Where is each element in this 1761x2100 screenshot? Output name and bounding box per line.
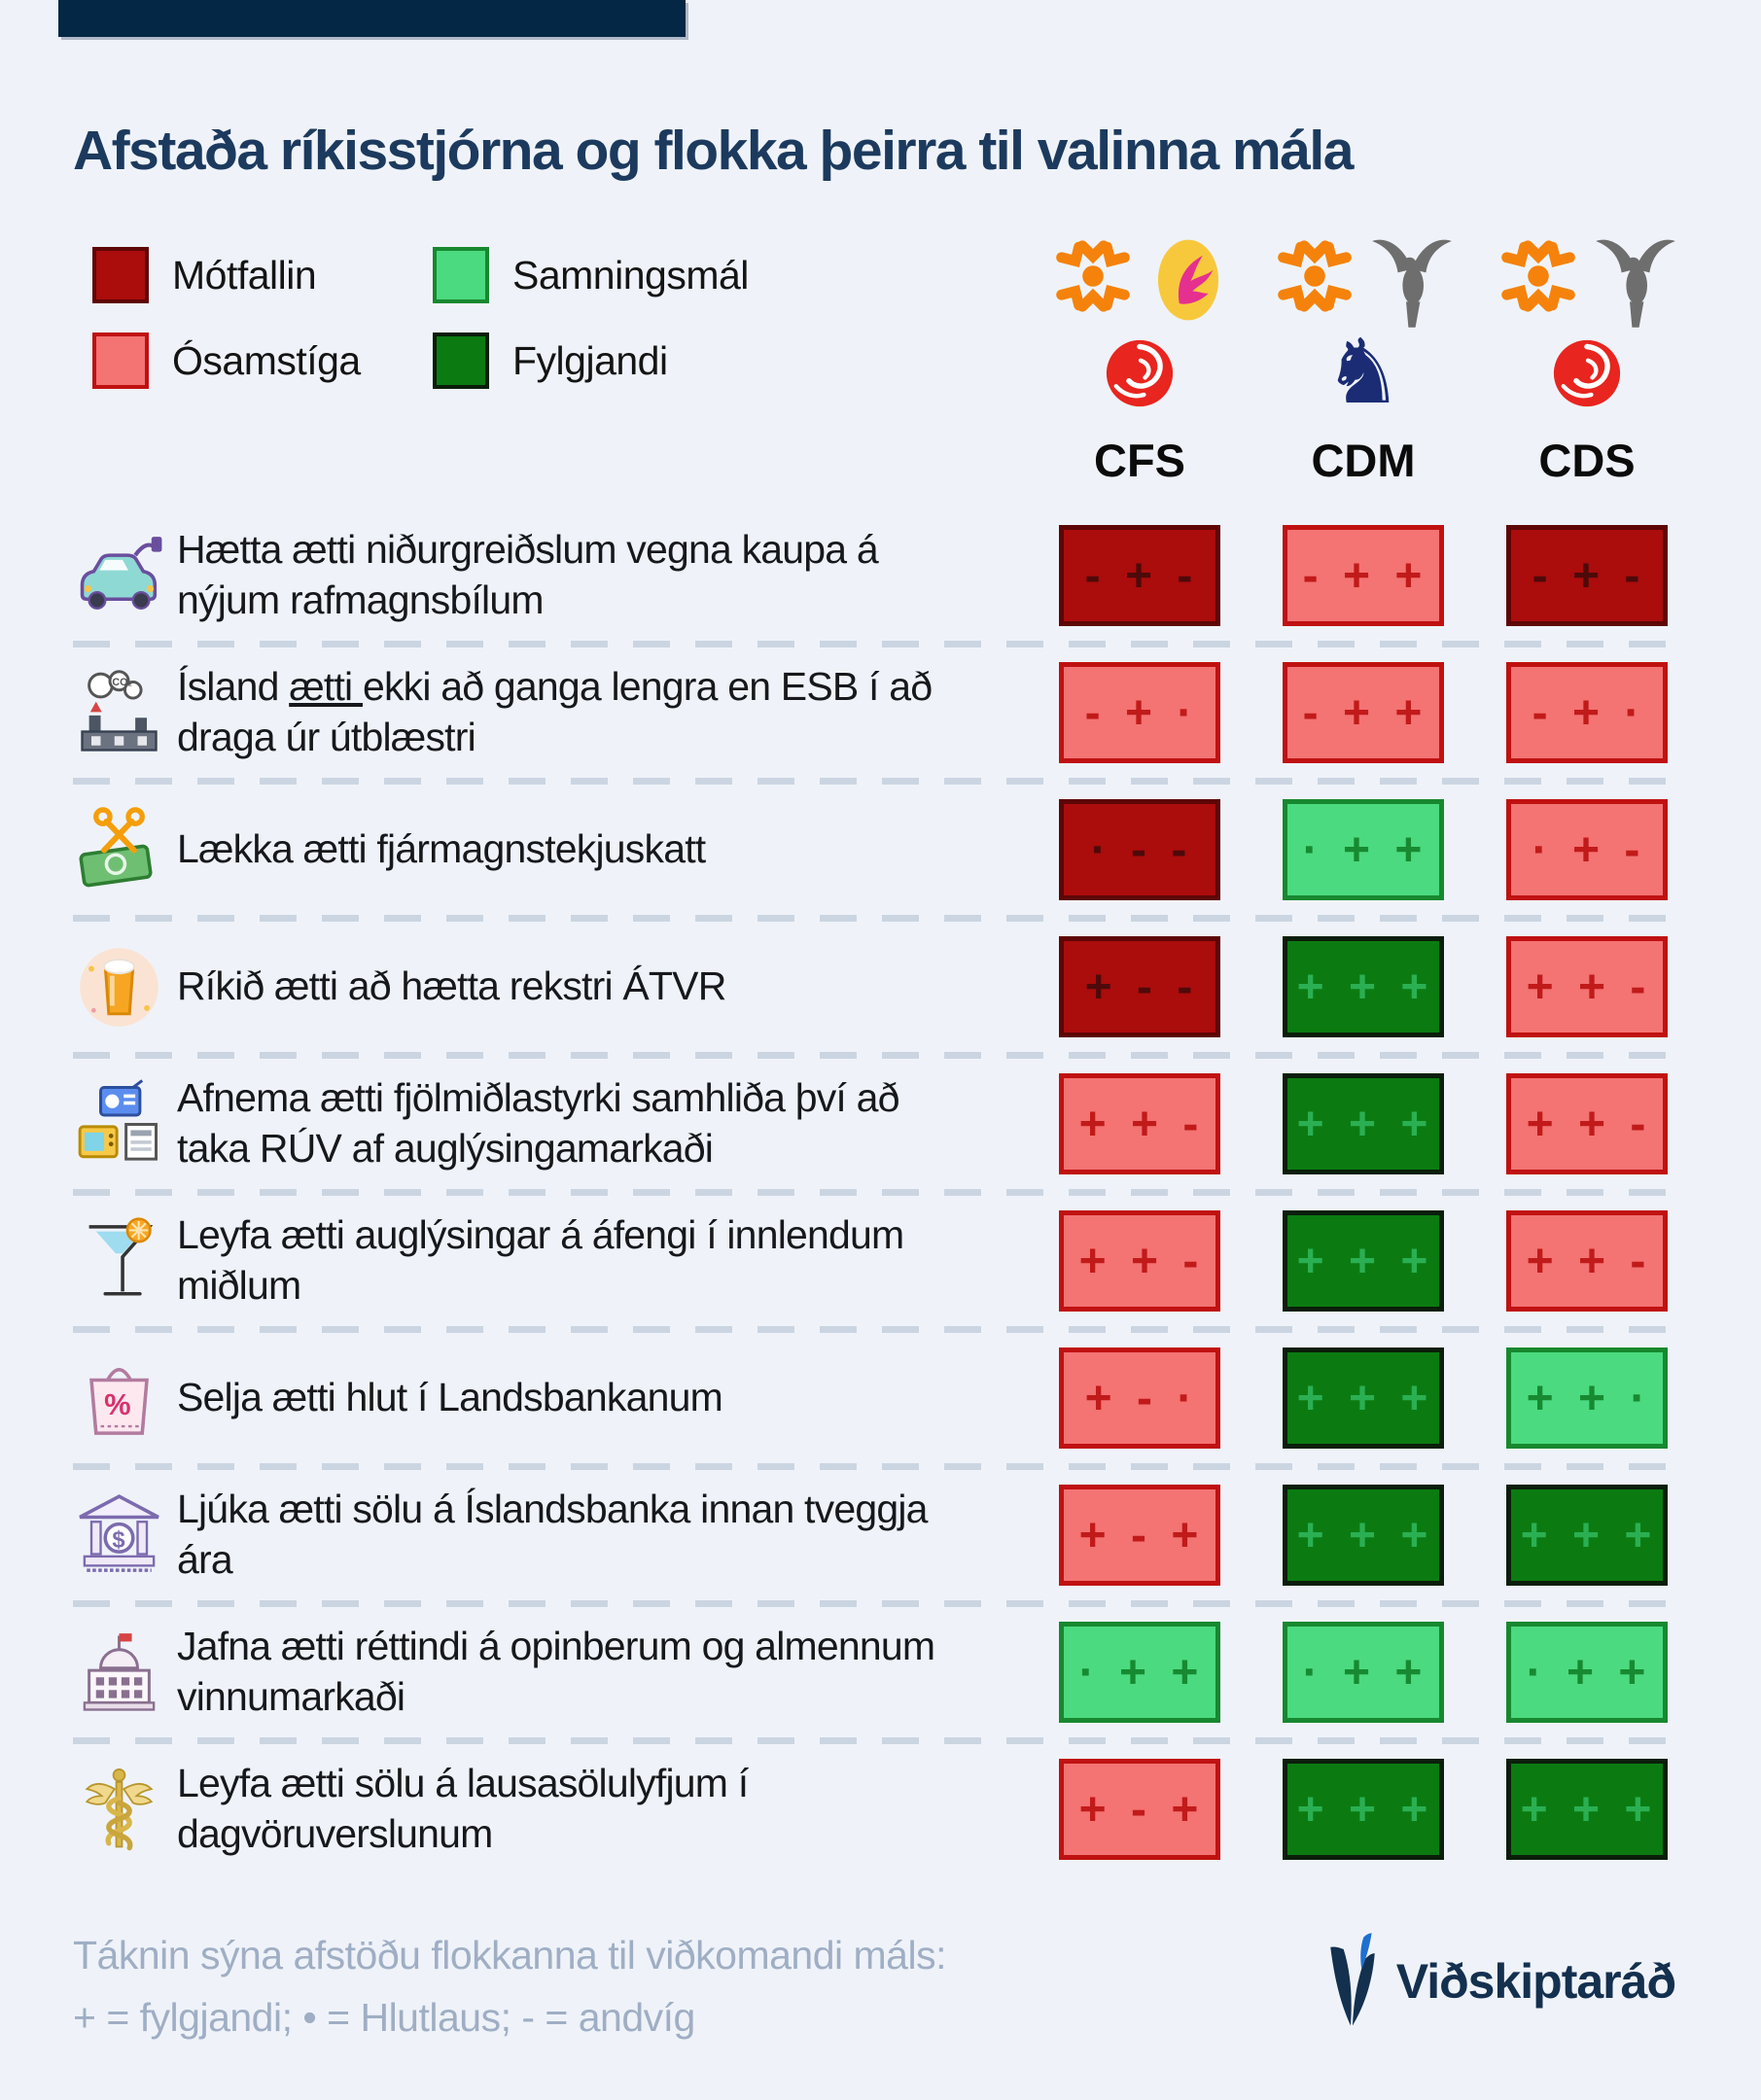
bank-building-icon bbox=[73, 1489, 165, 1582]
row-separator bbox=[73, 1326, 1688, 1333]
stance-cell-cds: + + + bbox=[1506, 1485, 1668, 1586]
stance-cell-cds: + + - bbox=[1506, 936, 1668, 1037]
issue-text: Lækka ætti fjármagnstekjuskatt bbox=[177, 826, 706, 872]
stance-cell-cdm: + + + bbox=[1283, 1073, 1444, 1174]
stance-cell-cds: - + - bbox=[1506, 525, 1668, 626]
legend-label: Samningsmál bbox=[512, 252, 749, 298]
snowflake-icon bbox=[1268, 229, 1361, 323]
stance-cell-cfs: · + + bbox=[1059, 1622, 1220, 1723]
column-header-cdm bbox=[1283, 229, 1444, 487]
factory-emissions-icon bbox=[73, 667, 165, 759]
horse-icon: ♞ bbox=[1322, 320, 1404, 424]
legend-swatch-osamstiga bbox=[92, 332, 149, 389]
snowflake-icon bbox=[1046, 229, 1140, 323]
issue-text: Selja ætti hlut í Landsbankanum bbox=[177, 1375, 722, 1420]
legend-item-samningsmal bbox=[433, 247, 997, 303]
stance-cell-cdm: + + + bbox=[1283, 1348, 1444, 1449]
legend-item-motfallin bbox=[92, 247, 433, 303]
stance-cell-cdm: + + + bbox=[1283, 1759, 1444, 1860]
table-row bbox=[73, 1059, 1688, 1189]
rose-icon bbox=[1544, 331, 1630, 416]
stance-cell-cfs: + - + bbox=[1059, 1485, 1220, 1586]
stance-cell-cfs: · - - bbox=[1059, 799, 1220, 900]
table-row bbox=[73, 1607, 1688, 1737]
row-separator bbox=[73, 1052, 1688, 1059]
issue-text: Ríkið ætti að hætta rekstri ÁTVR bbox=[177, 963, 726, 1009]
column-header-cds bbox=[1506, 229, 1668, 487]
falcon-icon bbox=[1589, 229, 1682, 334]
svg-text:$: $ bbox=[112, 1525, 125, 1553]
media-outlets-icon bbox=[73, 1078, 165, 1171]
stance-cell-cfs: - + · bbox=[1059, 662, 1220, 763]
svg-text:%: % bbox=[104, 1386, 131, 1421]
stance-cell-cdm: - + + bbox=[1283, 662, 1444, 763]
snowflake-icon bbox=[1492, 229, 1585, 323]
row-separator bbox=[73, 1600, 1688, 1607]
stance-cell-cdm: - + + bbox=[1283, 525, 1444, 626]
row-separator bbox=[73, 1189, 1688, 1196]
stance-cell-cfs: + - - bbox=[1059, 936, 1220, 1037]
stance-cell-cds: + + - bbox=[1506, 1210, 1668, 1312]
beer-glass-icon bbox=[73, 941, 165, 1033]
brand bbox=[1322, 1931, 1675, 2032]
stance-cell-cfs: + - + bbox=[1059, 1759, 1220, 1860]
row-separator bbox=[73, 915, 1688, 922]
legend-item-osamstiga bbox=[92, 332, 433, 389]
column-label-cdm: CDM bbox=[1311, 435, 1416, 486]
stance-cell-cdm: + + + bbox=[1283, 936, 1444, 1037]
issue-text: Leyfa ætti auglýsingar á áfengi í innlendum miðlum bbox=[177, 1212, 904, 1308]
stance-cell-cfs: - + - bbox=[1059, 525, 1220, 626]
brand-name: Viðskiptaráð bbox=[1395, 1954, 1675, 2009]
scissors-money-icon bbox=[73, 804, 165, 896]
row-separator bbox=[73, 1463, 1688, 1470]
table-row bbox=[73, 1744, 1688, 1874]
page-title: Afstaða ríkisstjórna og flokka þeirra til valinna mála bbox=[73, 120, 1353, 182]
falcon-icon bbox=[1365, 229, 1459, 334]
column-header-cfs bbox=[1059, 229, 1220, 487]
stance-cell-cds: - + · bbox=[1506, 662, 1668, 763]
row-separator bbox=[73, 1737, 1688, 1744]
table-row bbox=[73, 922, 1688, 1052]
table-row bbox=[73, 1470, 1688, 1600]
electric-car-icon bbox=[73, 530, 165, 622]
svg-text:CO₂: CO₂ bbox=[112, 676, 133, 688]
shopping-bag-percent-icon bbox=[73, 1352, 165, 1445]
legend-swatch-motfallin bbox=[92, 247, 149, 303]
stance-cell-cds: + + · bbox=[1506, 1348, 1668, 1449]
table-row bbox=[73, 648, 1688, 778]
issue-text: Jafna ætti réttindi á opinberum og almennum vinnumarkaði bbox=[177, 1624, 935, 1719]
footnote-line2: + = fylgjandi; • = Hlutlaus; - = andvíg bbox=[73, 1994, 695, 2040]
stance-cell-cfs: + + - bbox=[1059, 1210, 1220, 1312]
issue-text: Ljúka ætti sölu á Íslandsbanka innan tveggja ára bbox=[177, 1487, 928, 1582]
stance-cell-cfs: + + - bbox=[1059, 1073, 1220, 1174]
legend-item-fylgjandi bbox=[433, 332, 997, 389]
government-building-icon bbox=[73, 1627, 165, 1719]
stance-cell-cdm: + + + bbox=[1283, 1210, 1444, 1312]
stance-cell-cdm: · + + bbox=[1283, 1622, 1444, 1723]
caduceus-icon bbox=[73, 1764, 165, 1856]
legend-label: Ósamstíga bbox=[172, 337, 361, 383]
legend bbox=[73, 247, 997, 389]
rose-icon bbox=[1097, 331, 1182, 416]
hand-dove-icon bbox=[1144, 229, 1233, 331]
legend-label: Mótfallin bbox=[172, 252, 317, 298]
stance-cell-cds: · + + bbox=[1506, 1622, 1668, 1723]
column-label-cfs: CFS bbox=[1094, 435, 1185, 486]
cocktail-glass-icon bbox=[73, 1215, 165, 1308]
issue-text: Leyfa ætti sölu á lausasölulyfjum í dagvöruverslunum bbox=[177, 1761, 749, 1856]
issue-text: Hætta ætti niðurgreiðslum vegna kaupa á nýjum rafmagnsbílum bbox=[177, 527, 878, 622]
legend-swatch-samningsmal bbox=[433, 247, 489, 303]
column-label-cds: CDS bbox=[1538, 435, 1636, 486]
legend-label: Fylgjandi bbox=[512, 337, 668, 383]
header bbox=[73, 229, 1688, 487]
table-row bbox=[73, 1333, 1688, 1463]
row-separator bbox=[73, 641, 1688, 648]
table-row bbox=[73, 785, 1688, 915]
stance-cell-cfs: + - · bbox=[1059, 1348, 1220, 1449]
row-separator bbox=[73, 778, 1688, 785]
top-accent-bar bbox=[58, 0, 686, 37]
legend-swatch-fylgjandi bbox=[433, 332, 489, 389]
stance-cell-cds: + + - bbox=[1506, 1073, 1668, 1174]
issues-table bbox=[73, 510, 1688, 1874]
table-row bbox=[73, 510, 1688, 641]
footnote-line1: Táknin sýna afstöðu flokkanna til viðkomandi máls: bbox=[73, 1933, 946, 1978]
stance-cell-cdm: · + + bbox=[1283, 799, 1444, 900]
stance-cell-cdm: + + + bbox=[1283, 1485, 1444, 1586]
stance-cell-cds: + + + bbox=[1506, 1759, 1668, 1860]
stance-cell-cds: · + - bbox=[1506, 799, 1668, 900]
issue-text: Ísland ætti ekki að ganga lengra en ESB í að draga úr útblæstri bbox=[177, 664, 933, 759]
issue-text: Afnema ætti fjölmiðlastyrki samhliða því að taka RÚV af auglýsingamarkaði bbox=[177, 1075, 899, 1171]
footnote bbox=[73, 1925, 946, 2048]
table-row bbox=[73, 1196, 1688, 1326]
vidskiptarad-logo-icon bbox=[1322, 1931, 1383, 2032]
footer bbox=[73, 1925, 1675, 2048]
